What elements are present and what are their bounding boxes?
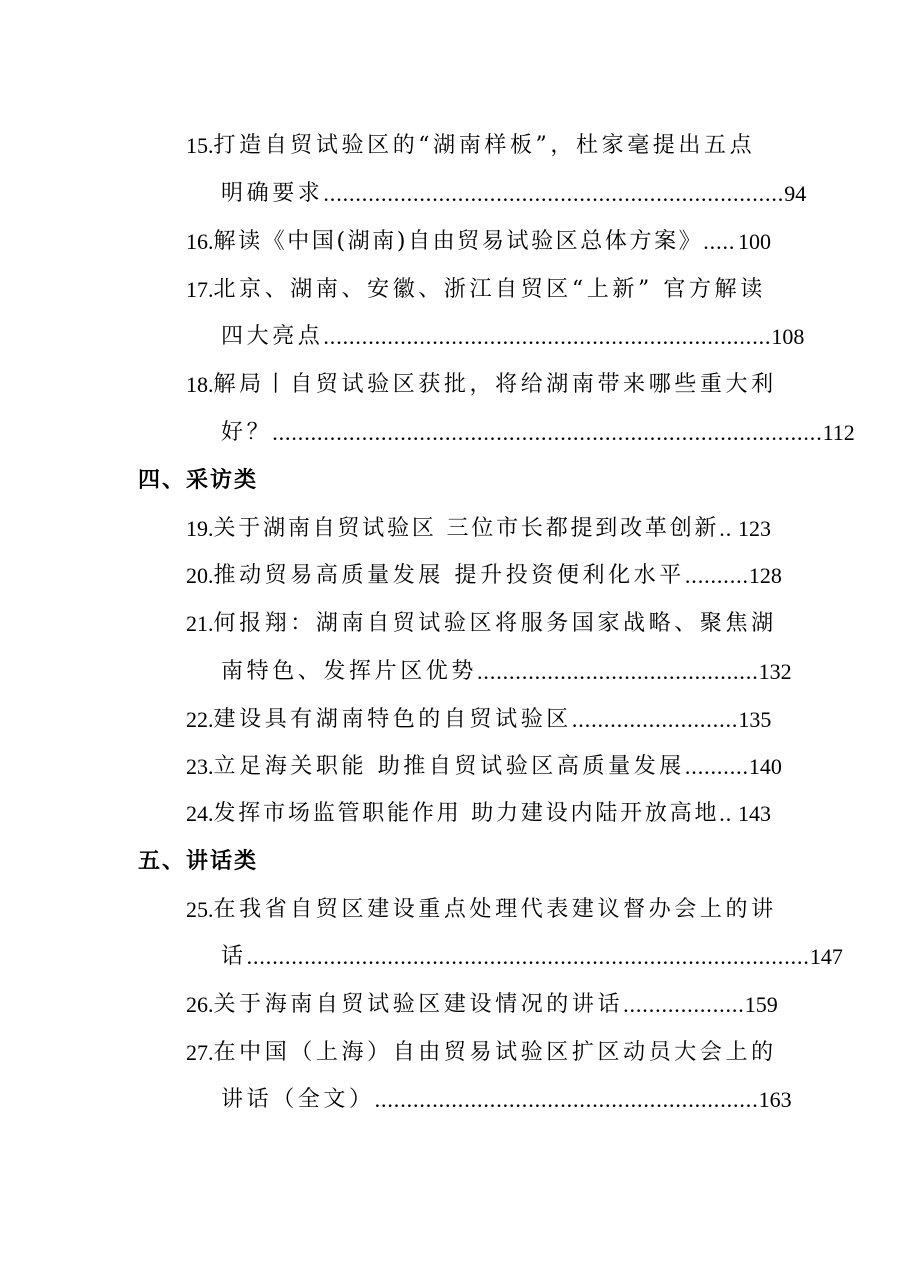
dot-leader: .......................... [571, 707, 739, 732]
toc-entry-title: 发挥市场监管职能作用 助力建设内陆开放高地 [213, 801, 720, 826]
dot-leader: ........................................................................................ [246, 944, 810, 969]
toc-entry-27-continuation [221, 1080, 792, 1120]
toc-entry-title: 何报翔：湖南自贸试验区将服务国家战略、聚焦湖 [213, 611, 777, 636]
toc-entry-15 [186, 126, 776, 166]
toc-entry-title: 关于海南自贸试验区建设情况的讲话 [213, 992, 624, 1017]
page-number: 94 [784, 181, 807, 206]
section-heading: 五、讲话类 [138, 849, 259, 874]
section-heading: 四、采访类 [138, 468, 259, 493]
dot-leader: ............................................ [477, 659, 759, 684]
page-number: 163 [758, 1087, 792, 1112]
toc-entry-title: 四大亮点 [221, 324, 324, 349]
toc-entry-number: 24. [186, 801, 214, 826]
toc-entry-number: 23. [186, 754, 214, 779]
toc-entry-number: 22. [186, 707, 214, 732]
page-number: 147 [809, 944, 843, 969]
toc-entry-21 [186, 604, 776, 644]
toc-entry-title: 话 [221, 944, 247, 969]
page-number: 132 [758, 659, 792, 684]
toc-entry-title: 北京、湖南、安徽、浙江自贸区“上新” 官方解读 [213, 277, 766, 302]
toc-entry-25 [186, 890, 776, 930]
toc-entry-17-continuation [221, 317, 805, 357]
dot-leader: .......... [684, 563, 749, 588]
dot-leader: ................... [623, 992, 745, 1017]
toc-entry-25-continuation [221, 937, 843, 977]
toc-entry-title: 南特色、发挥片区优势 [221, 659, 478, 684]
page-number: 140 [748, 754, 782, 779]
toc-entry-number: 18. [186, 372, 214, 397]
toc-entry-title: 立足海关职能 助推自贸试验区高质量发展 [213, 754, 685, 779]
toc-entry-title: 建设具有湖南特色的自贸试验区 [213, 707, 572, 732]
page-number: 123 [738, 516, 771, 541]
toc-entry-number: 15. [186, 133, 214, 158]
page-number: 143 [738, 801, 771, 826]
toc-entry-21-continuation [221, 652, 792, 692]
dot-leader: .. [719, 516, 733, 541]
toc-entry-number: 20. [186, 563, 214, 588]
toc-entry-title: 解局丨自贸试验区获批，将给湖南带来哪些重大利 [213, 372, 777, 397]
toc-entry-number: 19. [186, 516, 214, 541]
page-number: 128 [748, 563, 782, 588]
page-number: 108 [771, 324, 805, 349]
page-number: 100 [738, 229, 771, 254]
toc-entry-15-continuation [221, 174, 807, 214]
toc-entry-number: 21. [186, 611, 214, 636]
toc-entry-18-continuation [221, 413, 855, 453]
dot-leader: ............................................................ [374, 1087, 759, 1112]
page-number: 159 [744, 992, 778, 1017]
toc-entry-number: 27. [186, 1040, 214, 1065]
toc-entry-17 [186, 270, 776, 310]
toc-entry-number: 16. [186, 229, 214, 254]
toc-entry-title: 在我省自贸区建设重点处理代表建议督办会上的讲 [213, 897, 777, 922]
toc-entry-number: 17. [186, 277, 214, 302]
toc-entry-title: 关于湖南自贸试验区 三位市长都提到改革创新 [213, 516, 720, 541]
dot-leader: ...................................................................... [323, 324, 772, 349]
toc-entry-26 [186, 985, 778, 1025]
toc-entry-18 [186, 365, 776, 405]
toc-entry-title: 明确要求 [221, 181, 324, 206]
toc-entry-22 [186, 700, 771, 740]
page-number: 112 [822, 420, 855, 445]
toc-entry-19 [186, 509, 771, 549]
toc-entry-number: 26. [186, 992, 214, 1017]
toc-entry-24 [186, 794, 771, 834]
toc-entry-number: 25. [186, 897, 214, 922]
toc-entry-title: 好？ [221, 420, 273, 445]
toc-entry-title: 打造自贸试验区的“湖南样板”，杜家毫提出五点 [213, 133, 756, 158]
toc-entry-16 [186, 222, 771, 262]
dot-leader: ........................................................................ [323, 181, 785, 206]
toc-entry-title: 在中国（上海）自由贸易试验区扩区动员大会上的 [213, 1040, 777, 1065]
toc-entry-title: 推动贸易高质量发展 提升投资便利化水平 [213, 563, 685, 588]
toc-entry-title: 解读《中国(湖南)自由贸易试验区总体方案》 [213, 229, 704, 254]
dot-leader: ..... [703, 229, 736, 254]
toc-entry-title: 讲话（全文） [221, 1087, 375, 1112]
page-number: 135 [738, 707, 772, 732]
dot-leader: .. [719, 801, 733, 826]
toc-entry-27 [186, 1033, 776, 1073]
toc-entry-23 [186, 747, 782, 787]
dot-leader: ...................................................................................... [272, 420, 823, 445]
dot-leader: .......... [684, 754, 749, 779]
toc-entry-20 [186, 556, 782, 596]
